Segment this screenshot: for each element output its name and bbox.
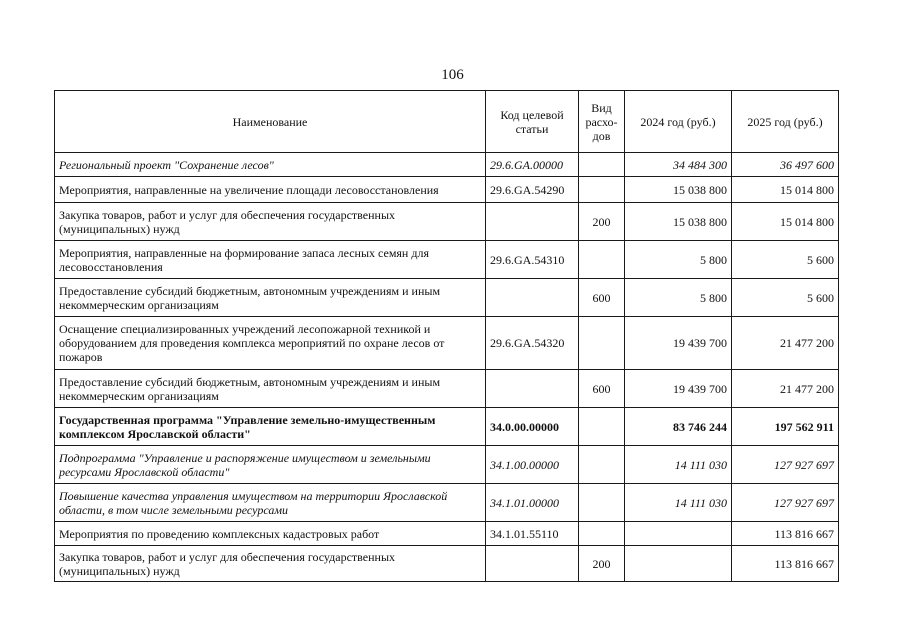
table-row: [55, 370, 839, 408]
row-2025: 127 927 697: [732, 446, 839, 484]
header-expense-type: Вид расхо-дов: [579, 91, 625, 153]
budget-table: [54, 90, 839, 582]
header-2025: 2025 год (руб.): [732, 91, 839, 153]
row-code: 34.1.01.55110: [486, 522, 579, 546]
row-2025: 15 014 800: [732, 177, 839, 203]
table-row: [55, 279, 839, 317]
row-expense-type: [579, 177, 625, 203]
row-name: Оснащение специализированных учреждений лесопожарной техникой и оборудованием для проведения комплекса мероприятий по охране лесов от пожаров: [55, 317, 486, 370]
table-row: [55, 317, 839, 370]
row-2025: 113 816 667: [732, 546, 839, 582]
header-2024: 2024 год (руб.): [625, 91, 732, 153]
row-code: [486, 203, 579, 241]
row-2025: 36 497 600: [732, 153, 839, 177]
row-code: [486, 279, 579, 317]
table-row: [55, 203, 839, 241]
header-name: Наименование: [55, 91, 486, 153]
row-2025: 5 600: [732, 241, 839, 279]
row-2024: 14 111 030: [625, 446, 732, 484]
table-row: [55, 484, 839, 522]
row-2025: 21 477 200: [732, 317, 839, 370]
row-expense-type: 600: [579, 370, 625, 408]
row-expense-type: [579, 446, 625, 484]
row-name: Мероприятия по проведению комплексных кадастровых работ: [55, 522, 486, 546]
row-2024: 19 439 700: [625, 370, 732, 408]
row-name: Предоставление субсидий бюджетным, автономным учреждениям и иным некоммерческим организациям: [55, 370, 486, 408]
row-code: 29.6.GA.54320: [486, 317, 579, 370]
header-row: [55, 91, 839, 153]
header-code: Код целевой статьи: [486, 91, 579, 153]
row-expense-type: [579, 408, 625, 446]
row-expense-type: [579, 317, 625, 370]
row-code: 29.6.GA.54290: [486, 177, 579, 203]
row-name: Мероприятия, направленные на формирование запаса лесных семян для лесовосстановления: [55, 241, 486, 279]
row-name: Региональный проект "Сохранение лесов": [55, 153, 486, 177]
table-row: [55, 241, 839, 279]
row-name: Закупка товаров, работ и услуг для обеспечения государственных (муниципальных) нужд: [55, 203, 486, 241]
row-2025: 5 600: [732, 279, 839, 317]
row-code: 34.1.00.00000: [486, 446, 579, 484]
row-expense-type: [579, 153, 625, 177]
row-2024: 15 038 800: [625, 177, 732, 203]
row-name: Предоставление субсидий бюджетным, автономным учреждениям и иным некоммерческим организациям: [55, 279, 486, 317]
row-code: 34.0.00.00000: [486, 408, 579, 446]
row-code: 29.6.GA.54310: [486, 241, 579, 279]
table-body: [55, 153, 839, 582]
row-2024: [625, 522, 732, 546]
row-2025: 127 927 697: [732, 484, 839, 522]
row-2024: 14 111 030: [625, 484, 732, 522]
table-row: [55, 177, 839, 203]
table-row: [55, 546, 839, 582]
page-number: 106: [441, 67, 464, 83]
table-row: [55, 522, 839, 546]
table-row: [55, 153, 839, 177]
row-2025: 197 562 911: [732, 408, 839, 446]
row-code: [486, 546, 579, 582]
table-row: [55, 446, 839, 484]
row-2024: 5 800: [625, 279, 732, 317]
row-2024: 15 038 800: [625, 203, 732, 241]
row-expense-type: [579, 522, 625, 546]
row-2025: 15 014 800: [732, 203, 839, 241]
row-expense-type: 200: [579, 203, 625, 241]
table-row: [55, 408, 839, 446]
row-name: Подпрограмма "Управление и распоряжение имуществом и земельными ресурсами Ярославской области": [55, 446, 486, 484]
row-expense-type: [579, 241, 625, 279]
row-code: 34.1.01.00000: [486, 484, 579, 522]
row-name: Государственная программа "Управление земельно-имущественным комплексом Ярославской области": [55, 408, 486, 446]
row-expense-type: [579, 484, 625, 522]
row-2025: 21 477 200: [732, 370, 839, 408]
row-name: Повышение качества управления имуществом на территории Ярославской области, в том числе земельными ресурсами: [55, 484, 486, 522]
row-2024: 5 800: [625, 241, 732, 279]
row-name: Мероприятия, направленные на увеличение площади лесовосстановления: [55, 177, 486, 203]
row-2024: [625, 546, 732, 582]
row-2025: 113 816 667: [732, 522, 839, 546]
row-expense-type: 600: [579, 279, 625, 317]
row-code: [486, 370, 579, 408]
row-name: Закупка товаров, работ и услуг для обеспечения государственных (муниципальных) нужд: [55, 546, 486, 582]
row-2024: 19 439 700: [625, 317, 732, 370]
row-2024: 34 484 300: [625, 153, 732, 177]
row-code: 29.6.GA.00000: [486, 153, 579, 177]
row-expense-type: 200: [579, 546, 625, 582]
row-2024: 83 746 244: [625, 408, 732, 446]
